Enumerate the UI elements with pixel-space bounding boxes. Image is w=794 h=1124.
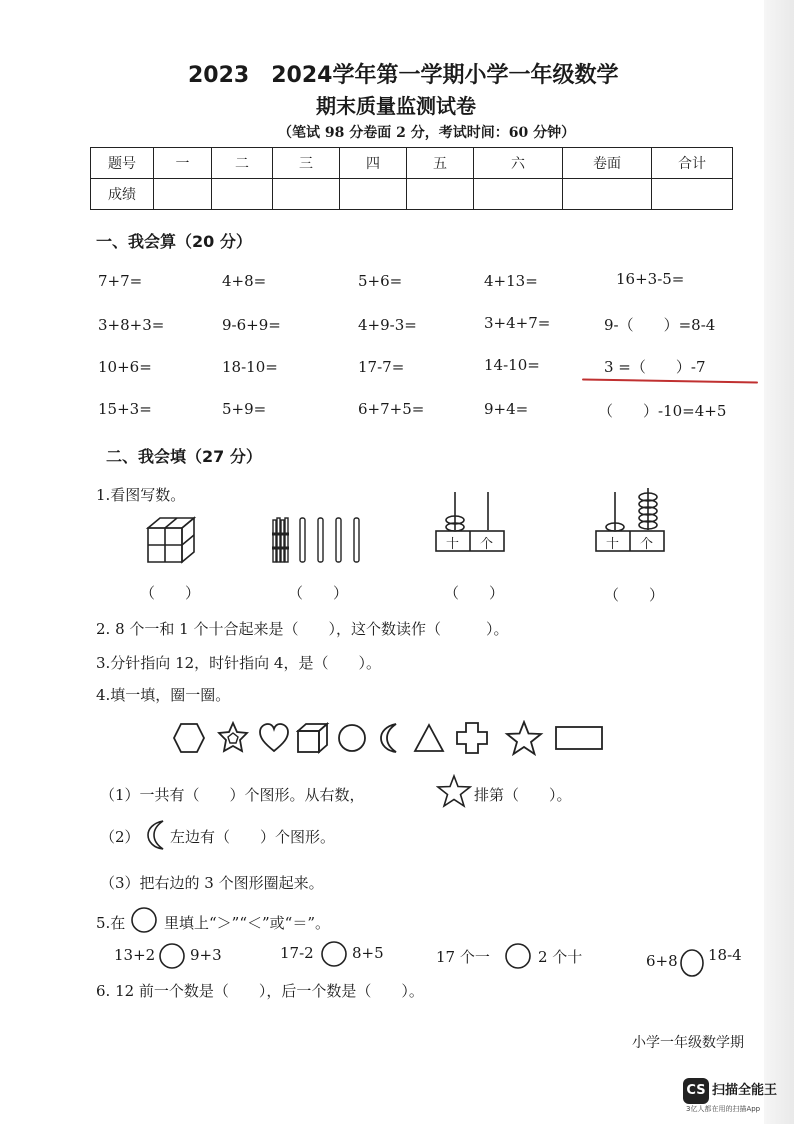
equation: 5+6=	[358, 272, 403, 290]
circle-icon	[336, 722, 368, 754]
equation: 7+7=	[98, 272, 143, 290]
section2-title: 二、我会填（27 分）	[106, 447, 262, 466]
score-cell: 合计	[652, 148, 733, 179]
abacus-tens-label: 十	[446, 537, 460, 552]
triangle-icon	[412, 722, 446, 754]
exam-subtitle: （笔试 98 分卷面 2 分，考试时间：60 分钟）	[278, 125, 576, 141]
abacus-ones-label: 个	[480, 537, 494, 552]
sticks-bundle-icon	[270, 514, 364, 566]
star-icon	[504, 720, 544, 756]
rectangle-icon	[554, 724, 604, 752]
score-cell: 四	[340, 148, 407, 179]
question-4-1-part1: （1）一共有（ ）个图形。从右数，	[100, 786, 365, 804]
heart-icon	[258, 722, 290, 754]
cubes-icon	[144, 514, 200, 564]
abacus-tens-label: 十	[606, 537, 620, 552]
score-table	[90, 147, 733, 210]
star-icon	[436, 774, 472, 808]
score-input-cell[interactable]	[340, 179, 407, 210]
equation: 14-10=	[484, 356, 540, 374]
compare-circle-icon[interactable]	[678, 948, 706, 978]
pentagon-star-icon	[216, 721, 250, 755]
compare-left: 6+8	[646, 952, 678, 970]
abacus-icon	[432, 488, 508, 554]
compare-left: 17-2	[280, 944, 314, 962]
score-input-cell[interactable]	[407, 179, 474, 210]
hexagon-icon	[172, 722, 206, 754]
score-cell: 二	[212, 148, 273, 179]
equation: 5+9=	[222, 400, 267, 418]
question-4-3: （3）把右边的 3 个图形圈起来。	[100, 874, 324, 892]
score-cell: 题号	[91, 148, 154, 179]
compare-right: 18-4	[708, 946, 742, 964]
equation: 3+8+3=	[98, 316, 165, 334]
equation: 10+6=	[98, 358, 152, 376]
equation: 9+4=	[484, 400, 529, 418]
equation: 15+3=	[98, 400, 152, 418]
equation: 4+8=	[222, 272, 267, 290]
running-footer-title: 小学一年级数学期	[632, 1035, 744, 1051]
question-3: 3.分针指向 12，时针指向 4，是（ ）。	[96, 654, 381, 672]
score-cell: 卷面	[563, 148, 652, 179]
compare-right: 8+5	[352, 944, 384, 962]
answer-blank[interactable]: （ ）	[288, 584, 349, 602]
scanner-tagline: 3亿人都在用的扫描App	[686, 1105, 761, 1113]
answer-blank[interactable]: （ ）	[140, 584, 201, 602]
question-6: 6. 12 前一个数是（ ），后一个数是（ ）。	[96, 982, 424, 1000]
equation: 16+3-5=	[616, 270, 685, 288]
question-2: 2. 8 个一和 1 个十合起来是（ ），这个数读作（ ）。	[96, 620, 509, 638]
cross-icon	[454, 720, 490, 756]
cube-icon	[296, 722, 330, 754]
equation: （ ）-10=4+5	[598, 402, 727, 420]
equation: 3+4+7=	[484, 314, 551, 332]
equation: 9-6+9=	[222, 316, 281, 334]
score-table-score-row	[91, 179, 733, 210]
camscanner-logo-icon: CS	[683, 1078, 709, 1104]
score-input-cell[interactable]	[212, 179, 273, 210]
score-input-cell[interactable]	[273, 179, 340, 210]
score-input-cell[interactable]	[563, 179, 652, 210]
score-cell: 五	[407, 148, 474, 179]
crescent-moon-icon	[376, 721, 404, 755]
abacus-icon	[592, 484, 668, 554]
compare-right: 9+3	[190, 946, 222, 964]
equation: 18-10=	[222, 358, 278, 376]
score-cell: 三	[273, 148, 340, 179]
abacus-ones-label: 个	[640, 537, 654, 552]
score-input-cell[interactable]	[154, 179, 212, 210]
exam-title-line1: 2023 2024学年第一学期小学一年级数学	[188, 63, 619, 88]
question-5-part2: 里填上“＞”“＜”或“＝”。	[164, 914, 331, 932]
page-edge-shadow	[764, 0, 794, 1124]
equation: 6+7+5=	[358, 400, 425, 418]
compare-circle-icon	[130, 906, 158, 934]
score-cell: 成绩	[91, 179, 154, 210]
equation: 4+13=	[484, 272, 538, 290]
answer-blank[interactable]: （ ）	[604, 586, 665, 604]
score-cell: 一	[154, 148, 212, 179]
red-pen-underline	[582, 378, 758, 383]
question-5-part1: 5.在	[96, 914, 126, 932]
compare-left: 17 个一	[436, 948, 490, 966]
score-cell: 六	[474, 148, 563, 179]
compare-circle-icon[interactable]	[504, 942, 532, 970]
score-table-header-row	[91, 148, 733, 179]
crescent-moon-icon	[144, 818, 170, 852]
question-4: 4.填一填，圈一圈。	[96, 686, 231, 704]
question-4-1-part2: 排第（ ）。	[474, 786, 572, 804]
score-input-cell[interactable]	[474, 179, 563, 210]
scanner-brand-name: 扫描全能王	[712, 1083, 778, 1098]
answer-blank[interactable]: （ ）	[444, 584, 505, 602]
score-input-cell[interactable]	[652, 179, 733, 210]
question-4-2-part1: （2）	[100, 828, 140, 846]
compare-left: 13+2	[114, 946, 156, 964]
equation: 9-（ ）=8-4	[604, 316, 716, 334]
equation: 4+9-3=	[358, 316, 417, 334]
section1-title: 一、我会算（20 分）	[96, 232, 252, 251]
question-4-2-part2: 左边有（ ）个图形。	[170, 828, 336, 846]
compare-circle-icon[interactable]	[320, 940, 348, 968]
equation: 17-7=	[358, 358, 405, 376]
compare-circle-icon[interactable]	[158, 942, 186, 970]
exam-title-line2: 期末质量监测试卷	[316, 94, 476, 118]
question-1: 1.看图写数。	[96, 486, 186, 504]
equation: 3 =（ ）-7	[604, 358, 706, 376]
compare-right: 2 个十	[538, 948, 583, 966]
